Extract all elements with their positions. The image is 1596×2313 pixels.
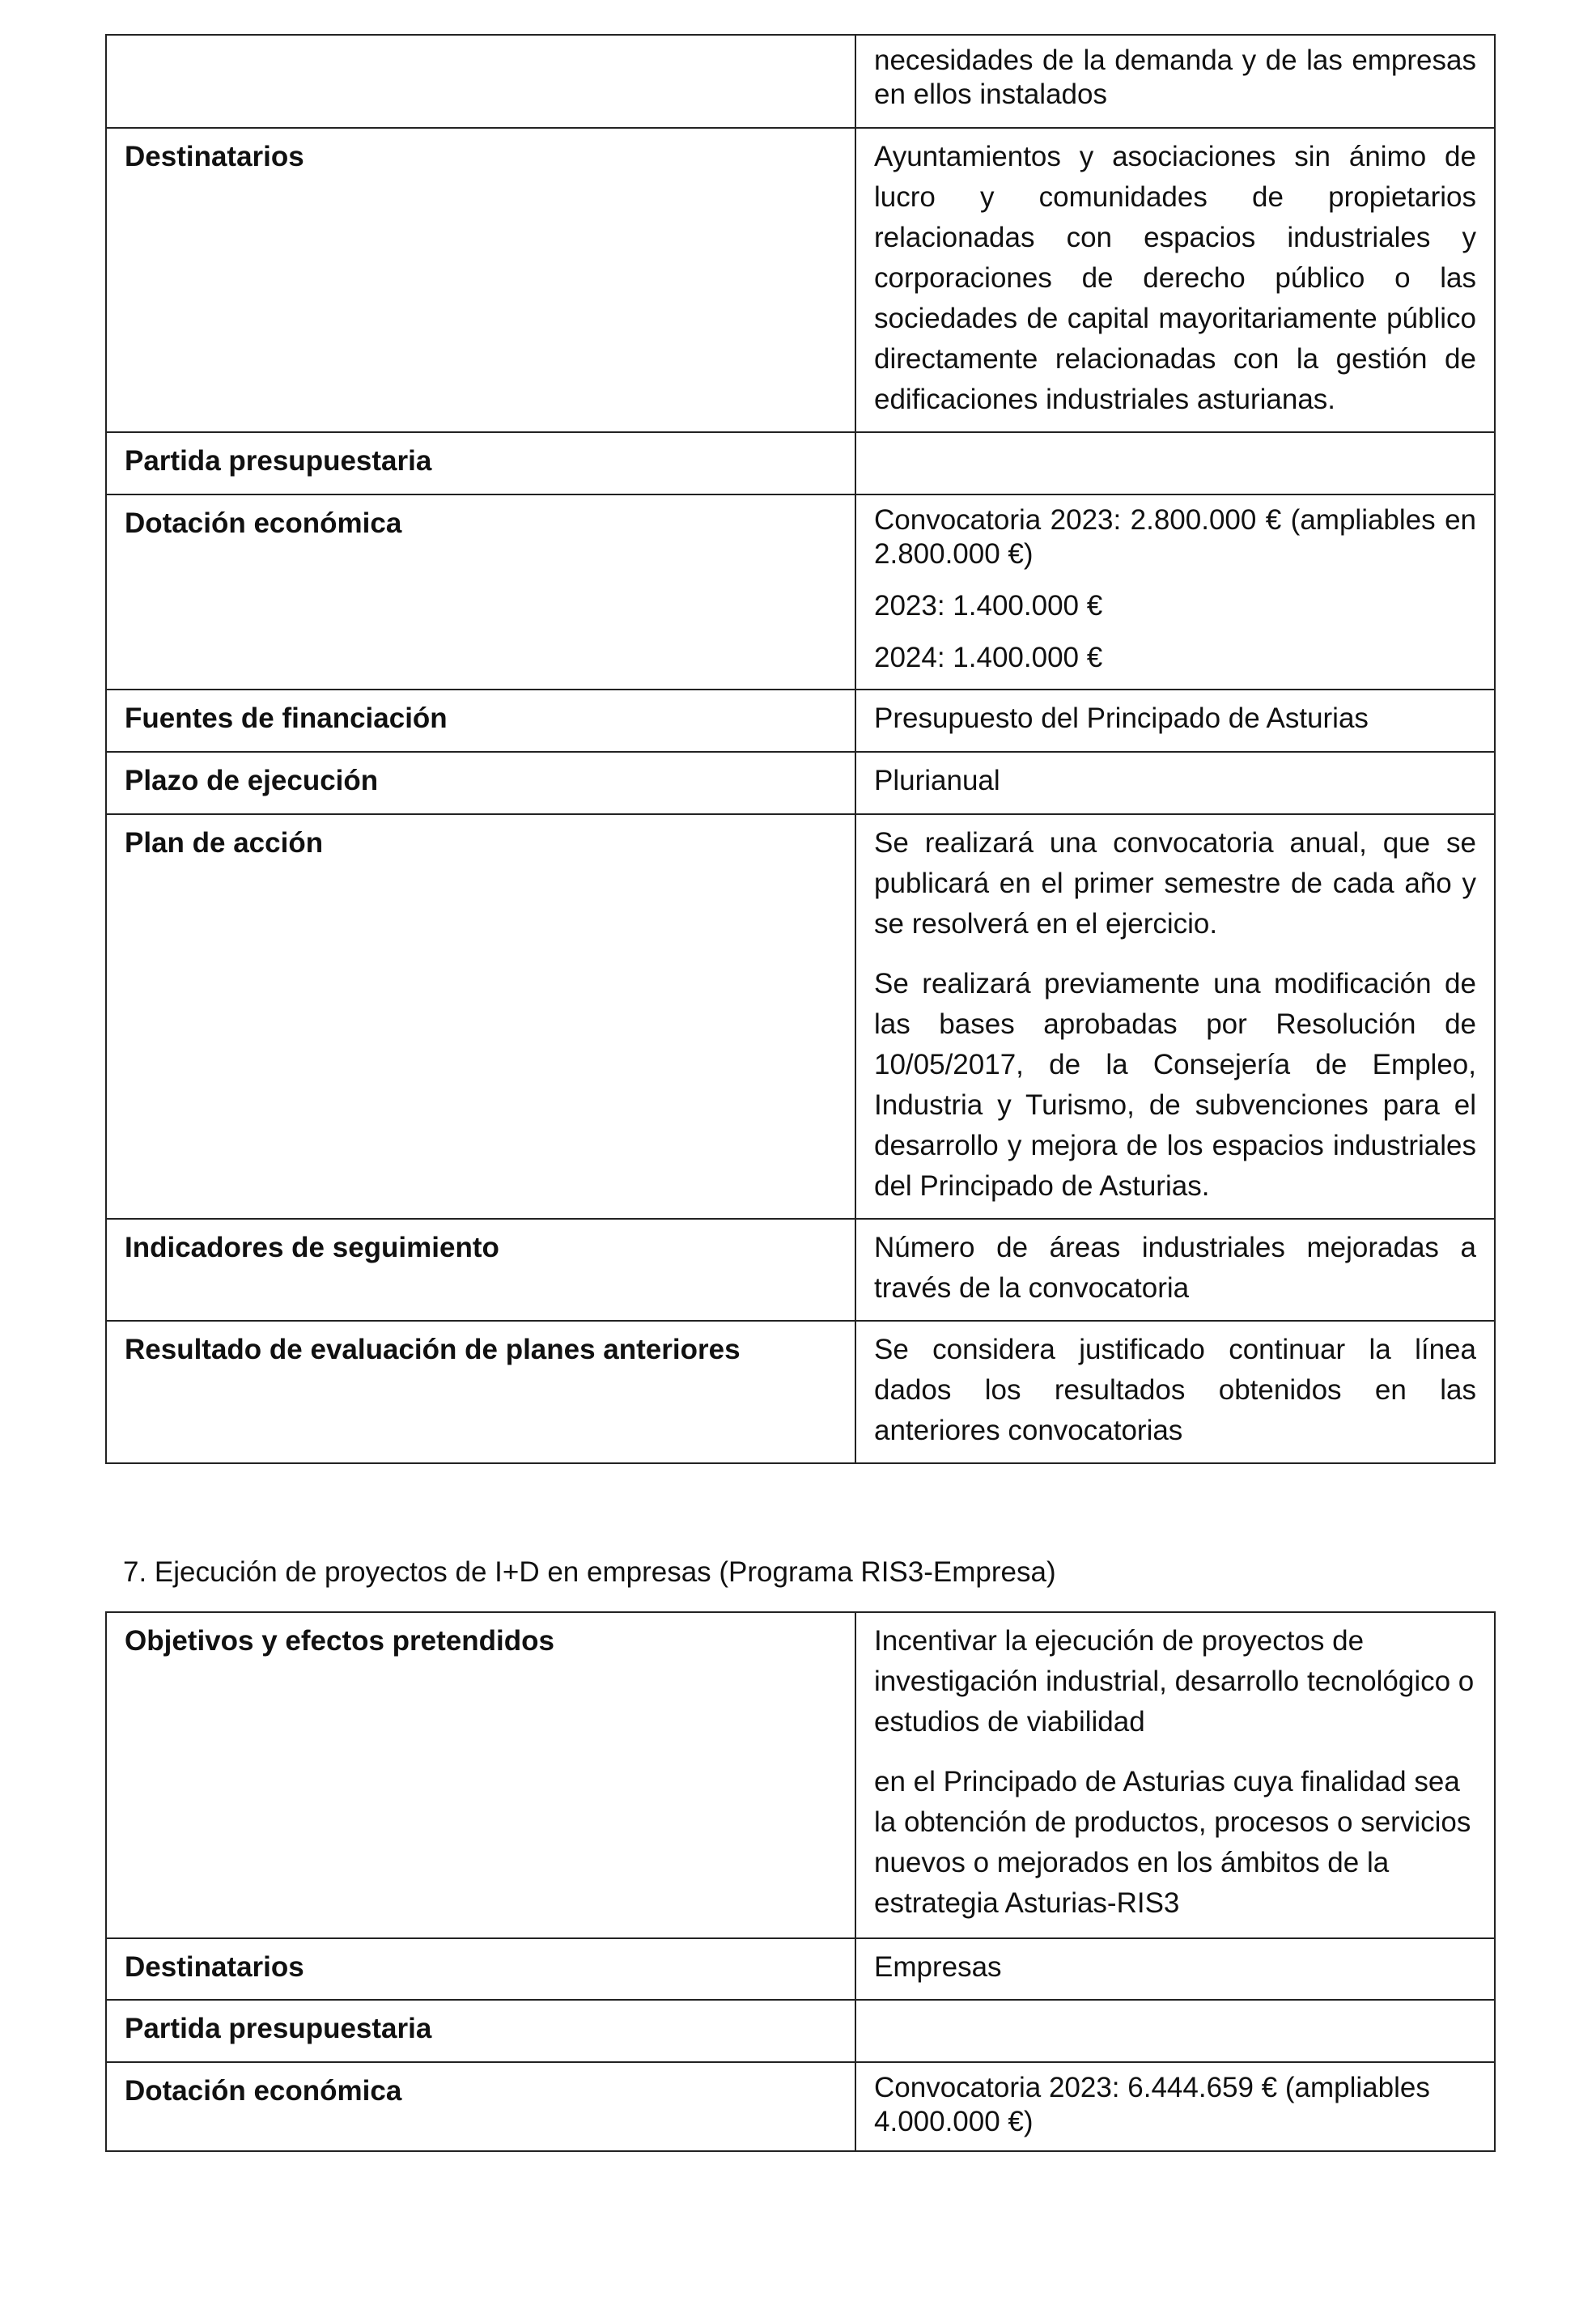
row-value (855, 2062, 1495, 2151)
table-row (106, 814, 1495, 1219)
row-label: Partida presupuestaria (106, 2000, 855, 2062)
value-paragraph: Se realizará previamente una modificación de las bases aprobadas por Resolución de 10/05/2017, de la Consejería de Empleo, Industria y Turismo, de subvenciones para el desarrollo y mejora de los espacios industriales del Principado de Asturias. (874, 968, 1476, 1202)
table-row (106, 128, 1495, 432)
row-label: Indicadores de seguimiento (106, 1219, 855, 1321)
value-paragraph: Se considera justificado continuar la línea dados los resultados obtenidos en las anteriores convocatorias (874, 1334, 1476, 1446)
row-label: Partida presupuestaria (106, 432, 855, 494)
value-paragraph: Plurianual (874, 765, 1000, 796)
table-row (106, 1219, 1495, 1321)
table-row (106, 35, 1495, 128)
value-paragraph: Convocatoria 2023: 6.444.659 € (ampliables 4.000.000 €) (874, 2072, 1430, 2137)
value-paragraph: Presupuesto del Principado de Asturias (874, 702, 1369, 734)
row-value (855, 1938, 1495, 2000)
row-value (855, 1219, 1495, 1321)
value-paragraph: 2024: 1.400.000 € (874, 642, 1103, 673)
row-value (855, 2000, 1495, 2062)
value-paragraph: Incentivar la ejecución de proyectos de investigación industrial, desarrollo tecnológico o estudios de viabilidad (874, 1625, 1475, 1738)
row-value (855, 1321, 1495, 1463)
value-paragraph: Ayuntamientos y asociaciones sin ánimo de lucro y comunidades de propietarios relacionadas con espacios industriales y corporaciones de derecho público o las sociedades de capital mayoritariamente público directamente relacionadas con la gestión de edificaciones industriales asturianas. (874, 141, 1476, 415)
table-row (106, 1321, 1495, 1463)
ris3-empresa-table (105, 1611, 1496, 2152)
row-label: Dotación económica (106, 2062, 855, 2151)
row-value (855, 1612, 1495, 1938)
value-paragraph: necesidades de la demanda y de las empresas en ellos instalados (874, 45, 1476, 110)
row-value (855, 432, 1495, 494)
row-label: Plan de acción (106, 814, 855, 1219)
row-value (855, 494, 1495, 690)
row-label: Dotación económica (106, 494, 855, 690)
table-row (106, 2000, 1495, 2062)
value-paragraph: 2023: 1.400.000 € (874, 590, 1103, 622)
value-paragraph: en el Principado de Asturias cuya finalidad sea la obtención de productos, procesos o servicios nuevos o mejorados en los ámbitos de la estrategia Asturias-RIS3 (874, 1766, 1471, 1919)
table-row (106, 690, 1495, 752)
row-value (855, 35, 1495, 128)
row-value (855, 128, 1495, 432)
row-label: Destinatarios (106, 128, 855, 432)
row-label: Destinatarios (106, 1938, 855, 2000)
value-paragraph: Convocatoria 2023: 2.800.000 € (ampliables en 2.800.000 €) (874, 504, 1476, 570)
value-paragraph: Número de áreas industriales mejoradas a través de la convocatoria (874, 1232, 1476, 1304)
table-row (106, 1612, 1495, 1938)
row-label: Objetivos y efectos pretendidos (106, 1612, 855, 1938)
value-paragraph: Se realizará una convocatoria anual, que se publicará en el primer semestre de cada año y se resolverá en el ejercicio. (874, 827, 1476, 940)
row-value (855, 690, 1495, 752)
row-label (106, 35, 855, 128)
row-label: Plazo de ejecución (106, 752, 855, 814)
value-paragraph: Empresas (874, 1951, 1002, 1983)
table-row (106, 1938, 1495, 2000)
table-row (106, 752, 1495, 814)
row-value (855, 752, 1495, 814)
measures-table-continued (105, 34, 1496, 1464)
row-label: Fuentes de financiación (106, 690, 855, 752)
table-row (106, 432, 1495, 494)
row-value (855, 814, 1495, 1219)
table-row (106, 2062, 1495, 2151)
table-row (106, 494, 1495, 690)
section-title: 7. Ejecución de proyectos de I+D en empresas (Programa RIS3-Empresa) (123, 1556, 1056, 1588)
row-label: Resultado de evaluación de planes anteriores (106, 1321, 855, 1463)
